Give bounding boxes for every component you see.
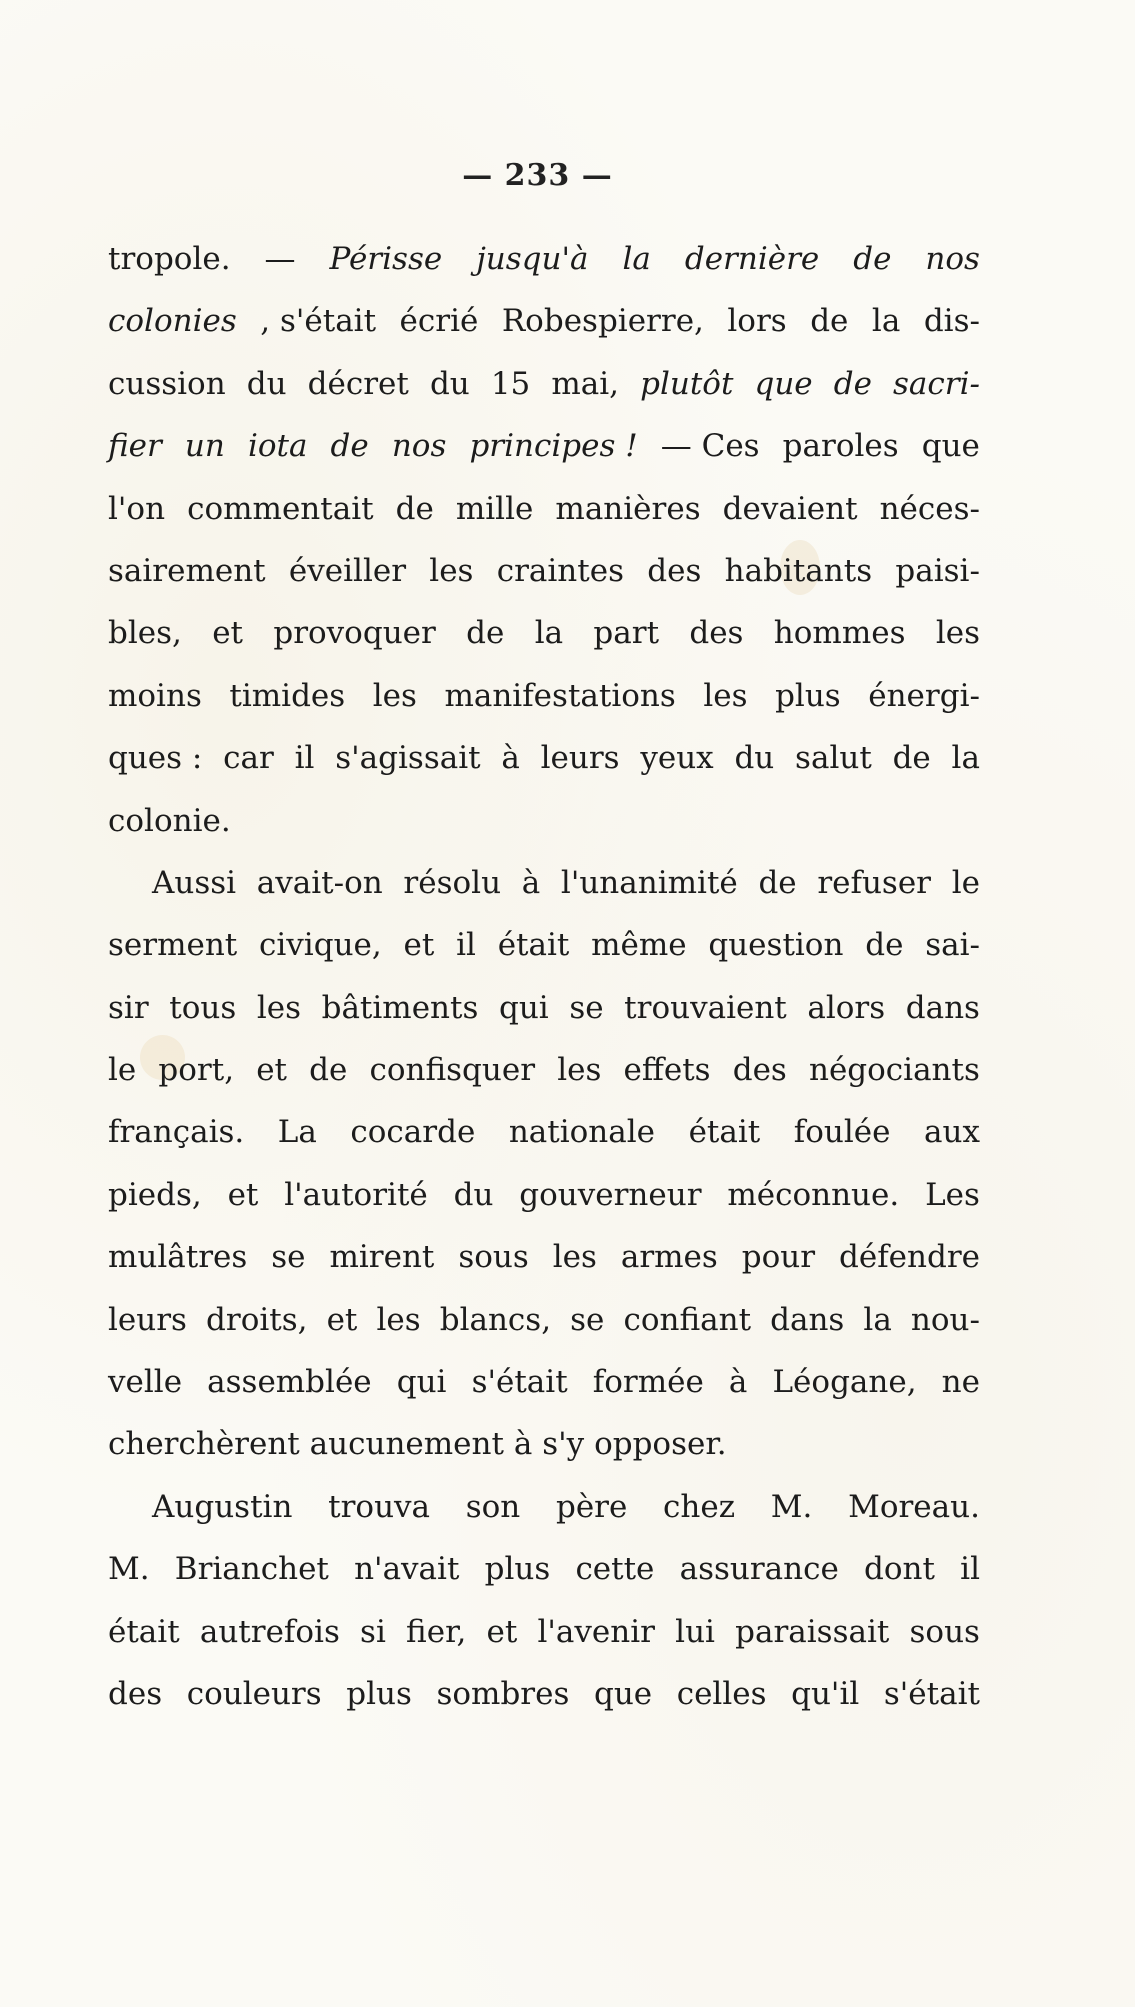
word: — (264, 241, 296, 277)
word: leurs (108, 1301, 187, 1338)
text-line (108, 228, 980, 290)
word: Périsse (329, 241, 443, 277)
word: Augustin (152, 1488, 293, 1525)
word: de (466, 615, 505, 652)
word: plus (484, 1551, 551, 1588)
word: les (935, 615, 980, 652)
word: M. (770, 1488, 813, 1525)
word: se (570, 1301, 605, 1338)
word: devaient (722, 490, 858, 527)
word: écrié (399, 303, 479, 340)
word: plus (346, 1675, 412, 1712)
word: velle (108, 1364, 183, 1401)
word: La (277, 1114, 317, 1151)
text-line (108, 1289, 980, 1351)
word: moins (108, 677, 202, 714)
word: était (497, 927, 570, 964)
word: confiant (623, 1301, 752, 1338)
text-line (108, 1538, 980, 1600)
text-line (108, 1476, 980, 1538)
word: l'on (108, 490, 166, 527)
word: un (184, 428, 225, 465)
word: nos (925, 241, 980, 277)
word: négociants (808, 1052, 980, 1089)
word: blancs, (439, 1301, 552, 1338)
word: serment (108, 927, 238, 964)
text-line (108, 1413, 980, 1475)
word: s'était (471, 1364, 568, 1401)
word: à (728, 1364, 748, 1401)
text-line (108, 353, 980, 415)
word: Aussi (152, 864, 237, 901)
word: formée (592, 1364, 704, 1401)
word: lors (727, 303, 787, 340)
text-line (108, 1226, 980, 1288)
word: colonie. (108, 802, 231, 839)
word: avait-on (256, 864, 383, 901)
text-line (108, 1351, 980, 1413)
word: qui (498, 989, 549, 1026)
word: iota (247, 428, 308, 465)
word: sairement (108, 552, 266, 589)
word: aux (924, 1114, 980, 1151)
page-number: — 233 — (462, 158, 613, 193)
word: de (833, 365, 872, 402)
word: pour (741, 1239, 816, 1276)
word: à (501, 740, 520, 777)
word: celles (676, 1675, 767, 1712)
word: de (758, 864, 797, 901)
word: gouverneur (519, 1176, 702, 1213)
text-line (108, 852, 980, 914)
word: de (330, 428, 369, 465)
word: salut (795, 740, 872, 777)
word: de (309, 1052, 348, 1089)
word: l'unanimité (560, 864, 738, 901)
word: lui (675, 1613, 715, 1650)
word: même (591, 927, 687, 964)
text-line (108, 1663, 980, 1725)
word: que (593, 1675, 653, 1712)
word: les (703, 677, 748, 714)
word: du (734, 740, 775, 777)
word: plutôt (640, 365, 734, 402)
word: mulâtres (108, 1239, 248, 1276)
word: et (326, 1301, 358, 1338)
word: l'avenir (537, 1613, 655, 1650)
word: jusqu'à (476, 241, 589, 277)
word: craintes (496, 552, 624, 589)
word: les (552, 1239, 597, 1276)
word: s'agissait (335, 740, 481, 777)
word: mille (455, 490, 534, 527)
word: assurance (679, 1551, 839, 1588)
word: était (108, 1613, 180, 1650)
text-line (108, 290, 980, 352)
word: bâtiments (321, 989, 479, 1026)
word: bles, (108, 615, 182, 652)
word: l'autorité (284, 1176, 428, 1213)
word: des (689, 615, 744, 652)
word: néces- (879, 490, 980, 527)
word: ques : (108, 740, 203, 777)
word: aucunement (309, 1426, 504, 1463)
word: de (892, 740, 931, 777)
text-line (108, 1101, 980, 1163)
text-line (108, 602, 980, 664)
word: timides (229, 677, 346, 714)
word: des (732, 1052, 787, 1089)
word: qui (396, 1364, 447, 1401)
word: dont (864, 1551, 935, 1588)
word: manifestations (444, 677, 676, 714)
word: le (951, 864, 980, 901)
word: la (863, 1301, 892, 1338)
word: sous (458, 1239, 529, 1276)
word: hommes (773, 615, 906, 652)
word: des (647, 552, 702, 589)
word: les (372, 677, 417, 714)
word: sombres (436, 1675, 570, 1712)
text-line (108, 727, 980, 789)
word: sir (108, 989, 149, 1026)
word: dans (905, 989, 980, 1026)
word: principes ! (469, 428, 638, 465)
text-line (108, 914, 980, 976)
word: de (853, 241, 892, 277)
word: habitants (724, 552, 873, 589)
word: la (871, 303, 901, 340)
word: sai- (925, 927, 980, 964)
word: commentait (187, 490, 374, 527)
word: à (513, 1426, 533, 1463)
word: Les (925, 1176, 980, 1213)
text-line (108, 790, 980, 852)
word: couleurs (186, 1675, 322, 1712)
word: de (865, 927, 904, 964)
word: civique, (259, 927, 382, 964)
text-line (108, 415, 980, 477)
word: tropole. (108, 241, 231, 277)
word: fier (108, 428, 162, 465)
word: s'était (883, 1675, 980, 1712)
word: méconnue. (727, 1176, 900, 1213)
word: yeux (640, 740, 714, 777)
text-line (108, 1164, 980, 1226)
word: cette (575, 1551, 655, 1588)
word: Léogane, (772, 1364, 917, 1401)
text-line (108, 1601, 980, 1663)
word: alors (807, 989, 886, 1026)
word: trouvaient (624, 989, 787, 1026)
word: opposer. (594, 1426, 727, 1463)
word: résolu (403, 864, 502, 901)
word: mirent (329, 1239, 435, 1276)
word: Robespierre, (501, 303, 704, 340)
word: cocarde (350, 1114, 476, 1151)
word: se (569, 989, 604, 1026)
word: et (256, 1052, 287, 1089)
word: Moreau. (848, 1488, 980, 1525)
word: français. (108, 1114, 245, 1151)
word: trouva (328, 1488, 431, 1525)
word: leurs (540, 740, 620, 777)
text-line (108, 665, 980, 727)
word: il (294, 740, 315, 777)
word: si (360, 1613, 386, 1650)
word: nationale (508, 1114, 656, 1151)
word: effets (623, 1052, 711, 1089)
word: les (256, 989, 302, 1026)
word: , s'était (260, 303, 377, 340)
word: droits, (206, 1301, 308, 1338)
word: plus (775, 677, 841, 714)
word: décret (307, 365, 409, 402)
word: dernière (684, 241, 820, 277)
word: la (622, 241, 651, 277)
word: les (557, 1052, 602, 1089)
word: refuser (817, 864, 932, 901)
word: du (453, 1176, 494, 1213)
word: son (465, 1488, 521, 1525)
word: car (223, 740, 274, 777)
word: dans (770, 1301, 845, 1338)
word: assemblée (207, 1364, 372, 1401)
word: paisi- (895, 552, 980, 589)
word: et (212, 615, 244, 652)
word: paraissait (735, 1613, 890, 1650)
word: manières (555, 490, 701, 527)
word: chez (663, 1488, 736, 1525)
word: il (456, 927, 476, 964)
word: M. (108, 1551, 150, 1588)
word: que (921, 428, 980, 465)
word: nos (391, 428, 447, 465)
text-line (108, 478, 980, 540)
word: paroles (782, 428, 899, 465)
word: qu'il (791, 1675, 860, 1712)
word: ne (941, 1364, 980, 1401)
word: foulée (793, 1114, 891, 1151)
word: les (376, 1301, 421, 1338)
word: père (555, 1488, 628, 1525)
word: de (395, 490, 434, 527)
word: et (403, 927, 435, 964)
word: du (246, 365, 287, 402)
word: port, (158, 1052, 235, 1089)
word: se (271, 1239, 306, 1276)
word: nou- (910, 1301, 980, 1338)
word: la (951, 740, 980, 777)
word: que (754, 365, 813, 402)
word: s'y (542, 1426, 585, 1463)
word: cherchèrent (108, 1426, 300, 1463)
word: de (810, 303, 849, 340)
body-text (108, 228, 980, 1725)
word: 15 (490, 365, 531, 402)
word: armes (620, 1239, 718, 1276)
word: sacri- (893, 365, 980, 402)
word: confisquer (369, 1052, 536, 1089)
text-line (108, 1039, 980, 1101)
word: il (960, 1551, 980, 1588)
word: colonies (108, 303, 237, 340)
word: énergi- (868, 677, 980, 714)
word: éveiller (288, 552, 407, 589)
word: et (486, 1613, 518, 1650)
word: tous (169, 989, 237, 1026)
word: Brianchet (174, 1551, 329, 1588)
word: fier, (406, 1613, 467, 1650)
word: et (227, 1176, 259, 1213)
word: des (108, 1675, 163, 1712)
word: la (534, 615, 564, 652)
word: à (521, 864, 541, 901)
word: était (688, 1114, 761, 1151)
word: n'avait (354, 1551, 460, 1588)
text-line (108, 540, 980, 602)
word: question (708, 927, 844, 964)
word: défendre (839, 1239, 980, 1276)
word: sous (909, 1613, 980, 1650)
word: pieds, (108, 1176, 202, 1213)
text-line (108, 977, 980, 1039)
word: le (108, 1052, 137, 1089)
word: du (429, 365, 470, 402)
word: autrefois (199, 1613, 340, 1650)
word: mai, (551, 365, 620, 402)
word: dis- (923, 303, 980, 340)
word: cussion (108, 365, 226, 402)
word: part (593, 615, 660, 652)
word: les (429, 552, 474, 589)
word: provoquer (273, 615, 436, 652)
word: — Ces (660, 428, 760, 465)
